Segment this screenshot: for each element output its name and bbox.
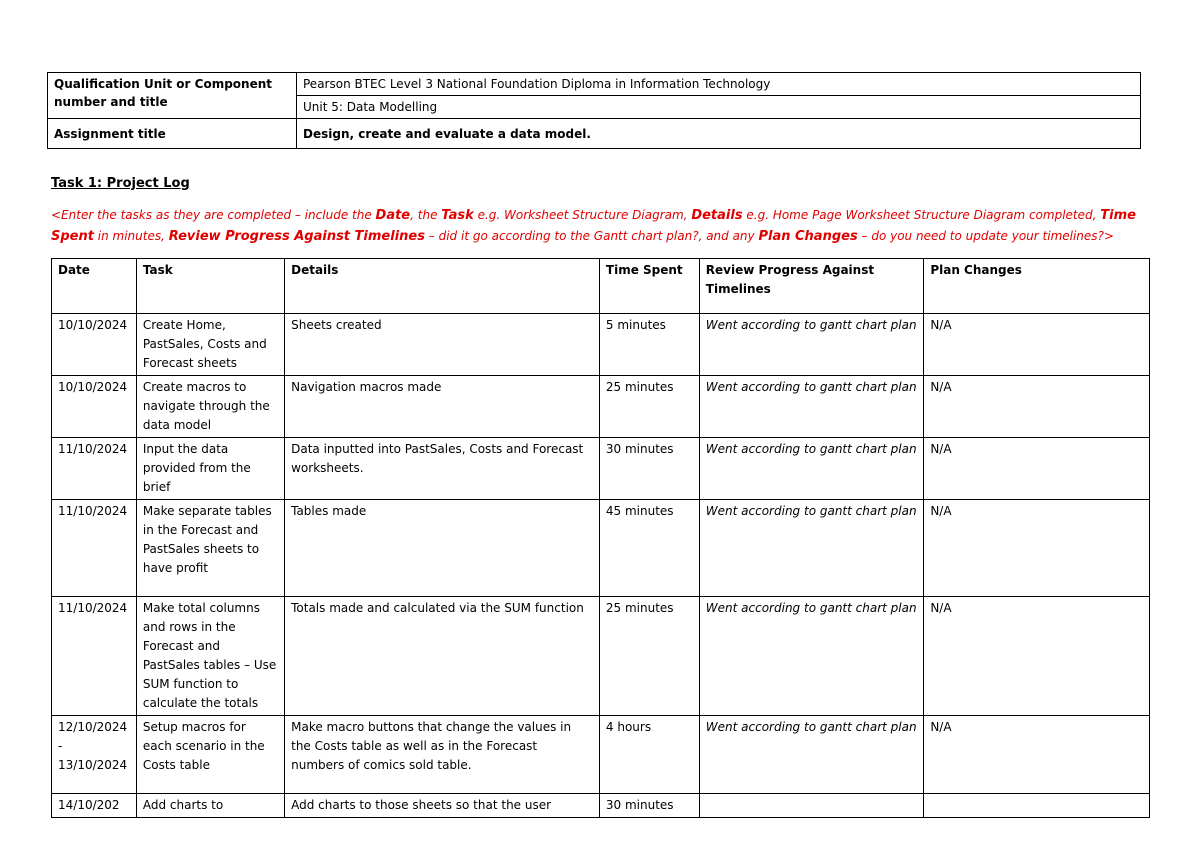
assignment-value: Design, create and evaluate a data model. [297,119,1141,149]
instruction-text [51,205,1141,247]
instruction-part: <Enter the tasks as they are completed – include the [51,208,376,222]
task-heading: Task 1: Project Log [51,176,190,191]
cell-plan [924,794,1150,818]
instruction-part: , the [410,208,442,222]
column-header-time-spent: Time Spent [599,259,699,314]
assignment-label: Assignment title [48,119,297,149]
column-header-details: Details [285,259,600,314]
cell-task: Create Home, PastSales, Costs and Forecast sheets [136,314,284,376]
instruction-keyword: Time Spent [51,208,1136,244]
cell-review: Went according to gantt chart plan [699,314,924,376]
column-header-plan-changes: Plan Changes [924,259,1150,314]
instruction-part: e.g. Worksheet Structure Diagram, [473,208,692,222]
instruction-part: e.g. Home Page Worksheet Structure Diagram completed, [742,208,1101,222]
cell-task: Make separate tables in the Forecast and PastSales sheets to have profit [136,500,284,597]
cell-review: Went according to gantt chart plan [699,597,924,716]
cell-time: 45 minutes [599,500,699,597]
cell-time: 25 minutes [599,376,699,438]
table-row [52,794,1150,818]
cell-task: Add charts to [136,794,284,818]
instruction-keyword: Date [375,208,411,223]
cell-plan: N/A [924,716,1150,794]
cell-details: Make macro buttons that change the values in the Costs table as well as in the Forecast numbers of comics sold table. [285,716,600,794]
cell-details: Add charts to those sheets so that the user [285,794,600,818]
cell-date: 11/10/2024 [52,500,137,597]
cell-plan: N/A [924,438,1150,500]
cell-details: Totals made and calculated via the SUM function [285,597,600,716]
cell-review: Went according to gantt chart plan [699,376,924,438]
cell-date: 14/10/202 [52,794,137,818]
column-header-task: Task [136,259,284,314]
cell-plan: N/A [924,597,1150,716]
cell-details: Navigation macros made [285,376,600,438]
cell-date: 10/10/2024 [52,314,137,376]
cell-review: Went according to gantt chart plan [699,716,924,794]
table-row [52,438,1150,500]
cell-task: Create macros to navigate through the data model [136,376,284,438]
cell-review [699,794,924,818]
cell-review: Went according to gantt chart plan [699,500,924,597]
unit-value: Unit 5: Data Modelling [297,96,1141,119]
column-header-date: Date [52,259,137,314]
table-row [52,597,1150,716]
instruction-part: in minutes, [93,229,169,243]
project-log-table [51,258,1150,818]
cell-date: 10/10/2024 [52,376,137,438]
table-row [52,314,1150,376]
cell-task: Setup macros for each scenario in the Costs table [136,716,284,794]
cell-time: 30 minutes [599,438,699,500]
cell-plan: N/A [924,376,1150,438]
qualification-label: Qualification Unit or Component number and title [48,73,297,119]
instruction-keyword: Details [691,208,743,223]
cell-time: 5 minutes [599,314,699,376]
instruction-keyword: Task [441,208,474,223]
cell-date: 11/10/2024 [52,597,137,716]
cell-details: Sheets created [285,314,600,376]
assignment-header-table [47,72,1141,149]
cell-date: 11/10/2024 [52,438,137,500]
instruction-part: – do you need to update your timelines?> [857,229,1114,243]
table-row [52,376,1150,438]
cell-task: Make total columns and rows in the Forecast and PastSales tables – Use SUM function to calculate the totals [136,597,284,716]
qualification-value: Pearson BTEC Level 3 National Foundation Diploma in Information Technology [297,73,1141,96]
table-header-row [52,259,1150,314]
table-row [52,500,1150,597]
cell-details: Tables made [285,500,600,597]
cell-details: Data inputted into PastSales, Costs and Forecast worksheets. [285,438,600,500]
column-header-review: Review Progress Against Timelines [699,259,924,314]
cell-time: 30 minutes [599,794,699,818]
cell-date: 12/10/2024 - 13/10/2024 [52,716,137,794]
instruction-part: – did it go according to the Gantt chart plan?, and any [424,229,759,243]
instruction-keyword: Plan Changes [758,229,858,244]
cell-task: Input the data provided from the brief [136,438,284,500]
cell-time: 4 hours [599,716,699,794]
table-row [52,716,1150,794]
cell-review: Went according to gantt chart plan [699,438,924,500]
cell-plan: N/A [924,314,1150,376]
cell-plan: N/A [924,500,1150,597]
instruction-keyword: Review Progress Against Timelines [168,229,425,244]
cell-time: 25 minutes [599,597,699,716]
